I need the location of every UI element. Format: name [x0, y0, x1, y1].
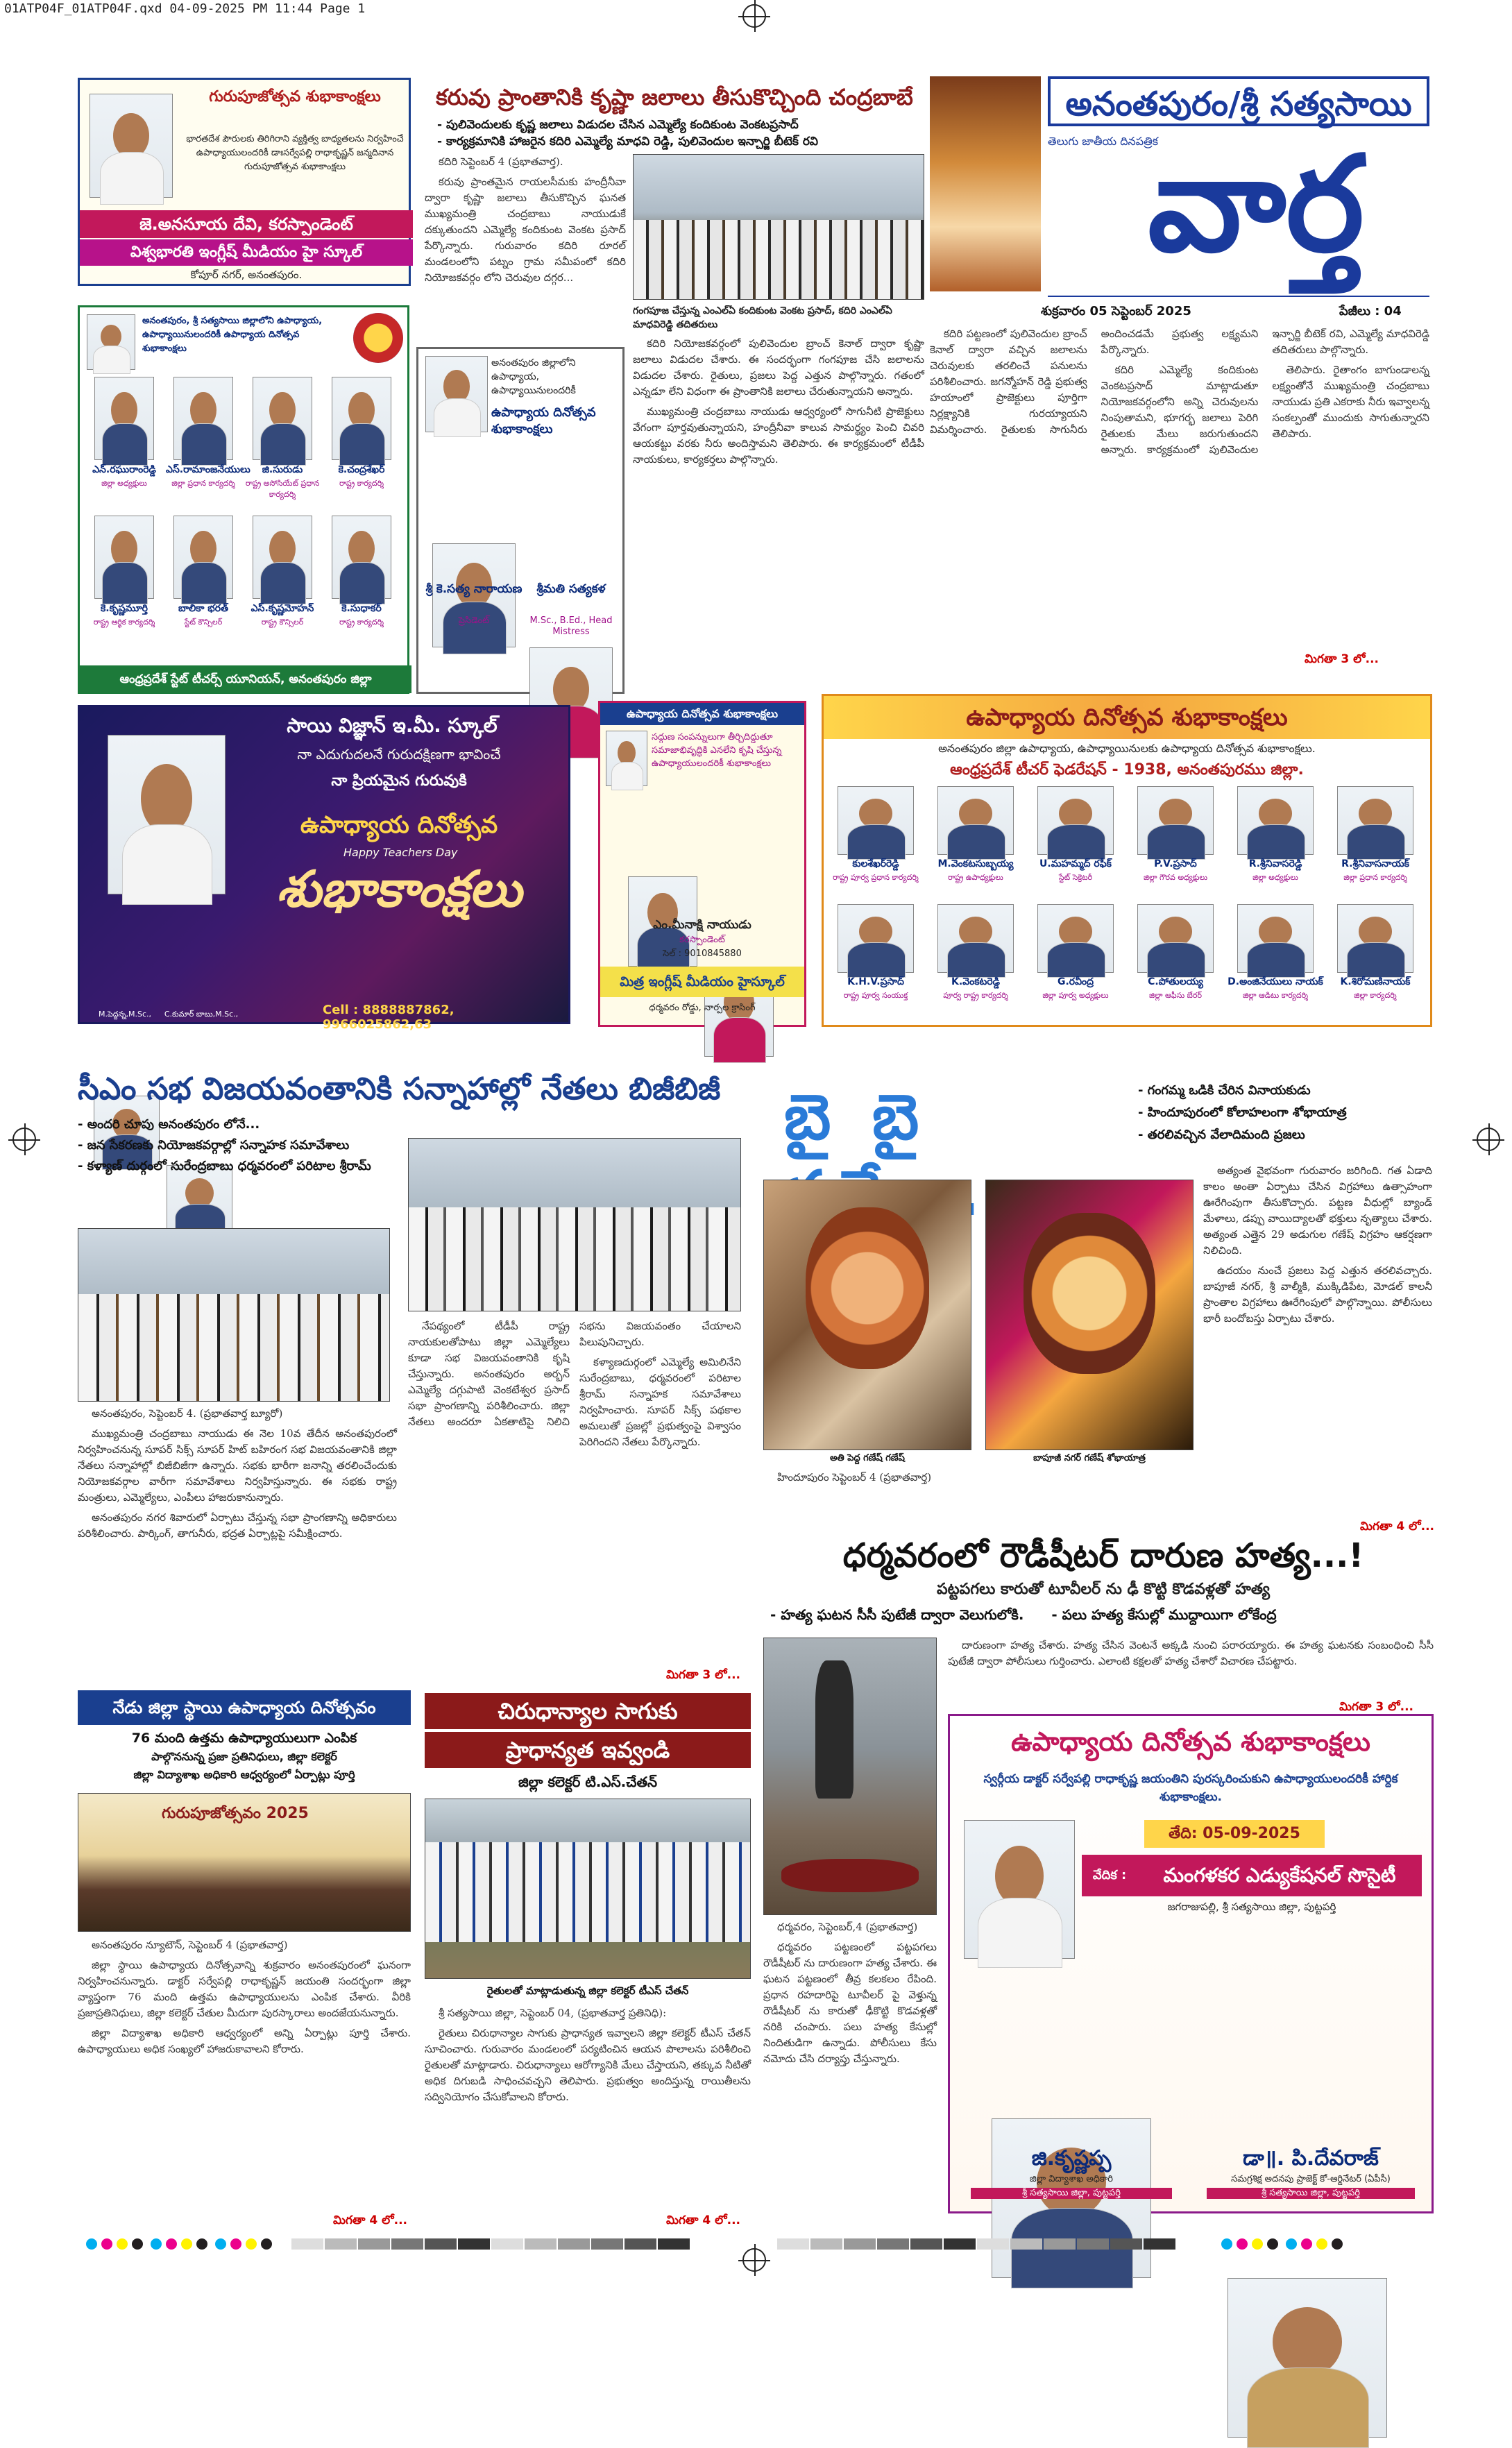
mitra-title: ఉపాధ్యాయ దినోత్సవ శుభాకాంక్షలు [600, 703, 804, 725]
radhakrishnan-portrait [108, 735, 226, 894]
sai-vignan-line2: నా ప్రియమైన గురువుకి [331, 772, 467, 790]
person-card [324, 377, 399, 511]
guru-pooja-ad [78, 78, 411, 286]
person-role: జిల్లా అధ్యక్షులు [101, 479, 147, 488]
sai-vignan-ad [78, 705, 570, 1032]
bullet: - కళ్యాణ్ దుర్గంలో సురేంద్రబాబు ధర్మవరంలో పరిటాల శ్రీరామ్ [78, 1159, 371, 1173]
krishna-column-3: కదిరి పట్టణంలో పులివెందుల బ్రాంచ్ కెనాల్ ద్వారా వచ్చిన జలాలను చెరువులకు తరలించే పనులను పరిశీలించారు. జగన్మోహన్ రెడ్డి ప్రభుత్వ హయాంలో ప్రాజెక్టులు పూర్తిగా నిర్లక్ష్యానికి గురయ్యాయని విమర్శించారు. రైతులకు సాగునీరు అందించడమే ప్రభుత్వ లక్ష్యమని పేర్కొన్నారు. కదిరి ఎమ్మెల్యే కందికుంట వెంకటప్రసాద్ మాట్లాడుతూ నియోజకవర్గంలోని అన్ని చెరువులను నింపుతామని, భూగర్భ జలాలు పెరిగి రైతులకు మేలు జరుగుతుందని అన్నారు. కార్యక్రమంలో పులివెందుల ఇన్చార్జి బీటెక్ రవి, ఎమ్మెల్యే మాధవిరెడ్డి తదితరులు పాల్గొన్నారు. తెలిపారు. రైతాంగం బాగుండాలన్న లక్ష్యంతోనే ముఖ్యమంత్రి చంద్రబాబు నాయుడు ప్రతి ఎకరాకు నీరు ఇవ్వాలన్న సంకల్పంతో ముందుకు సాగుతున్నారని తెలిపారు. [930, 328, 1429, 456]
guru-ad-school: విశ్వభారతి ఇంగ్లీష్ మీడియం హై స్కూల్ [80, 239, 413, 266]
ganesha-more: మిగతా 4 లో... [1360, 1520, 1435, 1533]
millets-photo [425, 1799, 751, 1979]
person-name: కె.చంద్రశేఖర్ [338, 464, 385, 475]
person-role: జిల్లా ప్రధాన కార్యదర్శి [171, 479, 235, 488]
registration-mark [742, 4, 766, 28]
dharmavaram-more: మిగతా 3 లో... [1339, 1700, 1414, 1714]
radhakrishnan-portrait [964, 1820, 1075, 1959]
page-number: పేజీలు : 04 [1339, 304, 1402, 318]
person-name: R.శ్రీనివాసనాయక్ [1341, 858, 1409, 869]
issue-date: శుక్రవారం 05 సెప్టెంబర్ 2025 [1041, 304, 1191, 318]
satya-person2-name: శ్రీమతి సత్యకళ [536, 582, 606, 596]
grey-scale-strip [777, 2238, 1207, 2252]
radhakrishnan-portrait [90, 94, 173, 198]
person-card [828, 904, 924, 1014]
bullet: - పులివెందులకు కృష్ణ జలాలు విడుదల చేసిన ఎమ్మెల్యే కందికుంట వెంకటప్రసాద్ [437, 118, 799, 132]
mitra-person: ఎం.మీనాక్షి నాయుడు [653, 918, 751, 932]
person-name: జి.సురుడు [262, 464, 303, 475]
mangalakara-person1-sub: శ్రీ సత్యసాయి జిల్లా, పుట్టపర్తి [971, 2188, 1172, 2199]
bullet: - గంగమ్మ ఒడికి చేరిన వినాయకుడు [1138, 1083, 1311, 1098]
guru-ad-address: కోపూర్ నగర్, అనంతపురం. [190, 269, 303, 281]
masthead-paper-name: వార్త [1148, 128, 1364, 281]
teachers-day-more: మిగతా 4 లో... [333, 2213, 408, 2227]
sai-vignan-line1: నా ఎదుగుదలనే గురుదక్షిణగా భావించే [297, 746, 501, 763]
mitra-ad [598, 701, 806, 1027]
bullet: - కార్యక్రమానికి హాజరైన కదిరి ఎమ్మెల్యే మాధవి రెడ్డి, పులివెందుల ఇన్చార్జి బీటెక్ రవి [437, 135, 819, 148]
mitra-body: సద్గుణ సంపన్నులుగా తీర్చిదిద్దుతూ సమాజాభివృద్ధికి ఎనలేని కృషి చేస్తున్న ఉపాధ్యాయులందరికీ శుభాకాంక్షలు [652, 732, 782, 769]
cm-photo-1 [408, 1138, 741, 1311]
bullet: - అందరి చూపు అనంతపురం లోనే... [78, 1117, 260, 1132]
person-role: రాష్ట్ర ఉపాధ్యక్షులు [948, 873, 1003, 882]
sai-vignan-greeting: ఉపాధ్యాయ దినోత్సవ [300, 811, 498, 839]
masthead [930, 76, 1429, 305]
guru-ad-name: జె.అనసూయ దేవి, కరస్పాండెంట్ [80, 210, 413, 238]
person-role: పూర్వ రాష్ట్ర కార్యదర్శి [943, 991, 1008, 1000]
person-photo [1037, 786, 1114, 855]
person-name: బాలికా భరత్ [178, 603, 228, 614]
person-card [1028, 786, 1123, 896]
mangalakara-ad [948, 1714, 1434, 2213]
federation-org: ఆంధ్రప్రదేశ్ టీచర్ ఫెడరేషన్ - 1938, అనంతపురము జిల్లా. [950, 761, 1304, 779]
person-name: కె.సుధాకర్ [341, 603, 382, 614]
teachers-day-photo [78, 1793, 411, 1932]
person-name: P.V.ప్రసాద్ [1154, 858, 1197, 869]
person-role: స్టేట్ సెక్రెటరీ [1058, 873, 1093, 882]
millets-headline-1: చిరుధాన్యాల సాగుకు [425, 1693, 751, 1729]
krishna-column-2: కదిరి నియోజకవర్గంలో పులివెందుల బ్రాంచ్ కెనాల్ ద్వారా కృష్ణా జలాలు విడుదల చేశారు. ఈ సందర్భంగా గంగపూజ చేసి జలాలను విడుదల చేశారు. రైతులు, ప్రజలు పెద్ద ఎత్తున పాల్గొన్నారు. గతంలో ఎన్నడూ లేని విధంగా ఈ ప్రాంతానికి జలాలు చేరుతున్నాయని అన్నారు. ముఖ్యమంత్రి చంద్రబాబు నాయుడు ఆధ్వర్యంలో సాగునీటి ప్రాజెక్టులు వేగంగా పూర్తవుతున్నాయని, హంద్రీనీవా కాలువ సామర్థ్యం పెంచి చివరి ఆయకట్టు వరకు నీరు అందిస్తామని తెలిపారు. ఈ కార్యక్రమంలో టీడీపీ నాయకులు, కార్యకర్తలు పాల్గొన్నారు. [633, 337, 924, 466]
dateline: కదిరి సెప్టెంబర్ 4 (ప్రభాతవార్త). [439, 155, 563, 168]
person-role: జిల్లా ప్రధాన కార్యదర్శి [1343, 873, 1407, 882]
sai-vignan-school: సాయి విజ్ఞాన్ ఇ.మీ. స్కూల్ [287, 714, 498, 737]
person-card [1327, 904, 1423, 1014]
person-card [1228, 904, 1323, 1014]
bullet: - హిందూపురంలో కోలాహలంగా శోభాయాత్ర [1138, 1105, 1347, 1120]
krishna-column-1: కదిరి సెప్టెంబర్ 4 (ప్రభాతవార్త). కరువు ప్రాంతమైన రాయలసీమకు హంద్రీనీవా ద్వారా కృష్ణా జలాలు తీసుకొచ్చిన ఘనత ముఖ్యమంత్రి చంద్రబాబు నాయుడుకే దక్కుతుందని ఎమ్మెల్యే కందికుంట వెంకట ప్రసాద్ పేర్కొన్నారు. గురువారం కదిరి రూరల్ మండలంలోని పట్నం గ్రామ సమీపంలో కదిరి నియోజకవర్గం లోని చెరువుల దగ్గర... [425, 155, 626, 284]
millets-caption: రైతులతో మాట్లాడుతున్న జిల్లా కలెక్టర్ టీఎస్ చేతన్ [486, 1984, 689, 1997]
cm-column-1: అనంతపురం, సెప్టెంబర్ 4. (ప్రభాతవార్త బ్యూరో) ముఖ్యమంత్రి చంద్రబాబు నాయుడు ఈ నెల 10వ తేదీన అనంతపురంలో నిర్వహించనున్న సూపర్ సిక్స్ సూపర్ హిట్ బహిరంగ సభ విజయవంతానికి జిల్లా నేతలు సన్నాహాల్లో బిజీబిజీగా ఉన్నారు. సభకు భారీగా జనాన్ని తరలించేందుకు నియోజకవర్గాల వారీగా సమావేశాలు నిర్వహిస్తున్నారు. ఈ సభకు రాష్ట్ర మంత్రులు, ఎమ్మెల్యేలు, ఎంపీలు హాజరుకానున్నారు. అనంతపురం నగర శివారులో ఏర్పాటు చేస్తున్న సభా ప్రాంగణాన్ని అధికారులు పరిశీలించారు. పార్కింగ్, తాగునీరు, భద్రత ఏర్పాట్లపై సమీక్షించారు. [78, 1407, 397, 1540]
registration-mark [12, 1128, 36, 1151]
file-slug: 01ATP04F_01ATP04F.qxd 04-09-2025 PM 11:44 Page 1 [4, 1, 366, 16]
person-name: ఎస్.రామాంజనేయులు [166, 464, 250, 475]
person-name: కె.కృష్ణమూర్తి [101, 603, 148, 614]
ganesha-bullets [1138, 1080, 1443, 1146]
mangalakara-person2: డా॥. పి.దేవరాజ్ [1243, 2146, 1379, 2170]
person-card [928, 786, 1023, 896]
union-footer: ఆంధ్రప్రదేశ్ స్టేట్ టీచర్స్ యూనియన్, అనంతపురం జిల్లా [80, 665, 411, 693]
union-logo [353, 313, 403, 363]
millets-headline-2: ప్రాధాన్యత ఇవ్వండి [425, 1732, 751, 1768]
person-name: U.మహమ్మద్ రఫీక్ [1039, 858, 1112, 869]
ganesha-column: అత్యంత వైభవంగా గురువారం జరిగింది. గత ఏడాది కాలం అంతా ఏర్పాటు చేసిన విగ్రహాలు ఉత్సాహంగా ఊరేగింపుగా తీసుకొచ్చారు. పట్టణ వీధుల్లో బ్యాండ్ మేళాలు, డప్పు వాయిద్యాలతో భక్తులు నృత్యాలు చేశారు. అత్యంత ఎత్తైన 29 అడుగుల గణేష్ విగ్రహం ఆకర్షణగా నిలిచింది. ఉదయం నుంచే ప్రజలు పెద్ద ఎత్తున తరలివచ్చారు. బాపూజీ నగర్, శ్రీ వాల్మీకి, ముక్కిడిపేట, మోడల్ కాలనీ ప్రాంతాల విగ్రహాలు ఊరేగింపులో పాల్గొన్నాయి. పోలీసులు భారీ బందోబస్తు ఏర్పాటు చేశారు. [1203, 1164, 1432, 1325]
bullet: - తరలివచ్చిన వేలాదిమంది ప్రజలు [1138, 1128, 1305, 1142]
person-photo [937, 786, 1014, 855]
guru-ad-title: గురుపూజోత్సవ శుభాకాంక్షలు [209, 88, 381, 105]
krishna-headline: కరువు ప్రాంతానికి కృష్ణా జలాలు తీసుకొచ్చింది చంద్రబాబే [436, 84, 913, 110]
person-photo [332, 516, 391, 599]
person-card [1028, 904, 1123, 1014]
person-card [1128, 786, 1223, 896]
krishna-more: మిగతా 3 లో... [1305, 652, 1379, 666]
satya-person1-role: ప్రెసిడెంట్ [458, 615, 490, 626]
person-card [828, 786, 924, 896]
person-role: రాష్ట్ర ఆర్థిక కార్యదర్శి [93, 618, 155, 627]
mitra-school: మిత్ర ఇంగ్లీష్ మీడియం హైస్కూల్ [600, 967, 804, 997]
person-card [245, 377, 320, 511]
federation-subtitle: అనంతపురం జిల్లా ఉపాధ్యాయ, ఉపాధ్యాయినులకు ఉపాధ్యాయ దినోత్సవ శుభాకాంక్షలు. [938, 742, 1316, 755]
person-photo [838, 904, 914, 973]
satya-person1-name: శ్రీ కె.సత్య నారాయణ [425, 582, 523, 596]
person-photo [94, 377, 154, 460]
ganesha-headline: బై బై [784, 1081, 929, 1154]
person-role: రాష్ట్ర కార్యదర్శి [339, 618, 384, 627]
mangalakara-venue-addr: జగరాజుపల్లి, శ్రీ సత్యసాయి జిల్లా, పుట్టపర్తి [1167, 1901, 1336, 1913]
person-card [1327, 786, 1423, 896]
krishna-photo [633, 154, 924, 300]
sai-vignan-person1: M.పెద్దన్న,M.Sc., [98, 1010, 152, 1019]
teachers-day-banner: గురుపూజోత్సవం 2025 [162, 1805, 309, 1822]
person-role: జిల్లా అధ్యక్షులు [1252, 873, 1298, 882]
person-photo [173, 377, 233, 460]
person-photo [1137, 786, 1214, 855]
union-header: అనంతపురం, శ్రీ సత్యసాయి జిల్లాలోని ఉపాధ్యాయ, ఉపాధ్యాయినులందరికీ ఉపాధ్యాయ దినోత్సవ శుభాకాంక్షలు [142, 316, 323, 354]
federation-ad [822, 694, 1432, 1027]
ganesha-caption-2: బాపూజీ నగర్ గణేష్ శోభాయాత్ర [1033, 1453, 1146, 1463]
mangalakara-date: తేది: 05-09-2025 [1144, 1820, 1325, 1848]
person-photo [173, 516, 233, 599]
dateline: శ్రీ సత్యసాయి జిల్లా, సెప్టెంబర్ 04, (ప్రభాతవార్త ప్రతినిధి): [439, 2007, 667, 2019]
person-card [166, 377, 250, 511]
dateline: అనంతపురం, సెప్టెంబర్ 4. (ప్రభాతవార్త బ్యూరో) [92, 1407, 283, 1420]
sai-vignan-script: శుభాకాంక్షలు [276, 860, 522, 918]
person-card [1228, 786, 1323, 896]
person-card [928, 904, 1023, 1014]
ganesha-dateline: హిందూపురం సెప్టెంబర్ 4 (ప్రభాతవార్త) [777, 1471, 932, 1484]
masthead-tagline: తెలుగు జాతీయ దినపత్రిక [1048, 135, 1158, 148]
person-card [166, 516, 241, 650]
sai-vignan-english: Happy Teachers Day [343, 846, 458, 859]
person-card [324, 516, 399, 650]
masthead-edition-title: అనంతపురం/శ్రీ సత్యసాయి [1048, 76, 1429, 126]
person-role: రాష్ట్ర పూర్వ సంయుక్త [843, 991, 908, 1000]
teachers-day-headline: నేడు జిల్లా స్థాయి ఉపాధ్యాయ దినోత్సవం [78, 1690, 411, 1725]
millets-byline: జిల్లా కలెక్టర్ టి.ఎస్.చేతన్ [518, 1774, 658, 1790]
dharmavaram-sub: పట్టపగలు కారుతో టూవీలర్ ను ఢీ కొట్టి కొడవళ్లతో హత్య [937, 1581, 1270, 1598]
mangalakara-person2-role: సమగ్రశిక్ష అదనపు ప్రాజెక్ట్ కో-ఆర్డినేటర్ (ఏపీసీ) [1231, 2174, 1391, 2184]
mitra-person-role: కరస్పాండెంట్ [679, 935, 725, 945]
person-photo [253, 516, 312, 599]
person-name: ఎన్.రఘురాంరెడ్డి [92, 464, 156, 475]
satya-sai-photo [930, 76, 1041, 291]
masthead-rule [1048, 296, 1429, 297]
bullet: - హత్య ఘటన సీసీ పుటేజీ ద్వారా వెలుగులోకి. [770, 1606, 1024, 1623]
person-name: K.శిరోమణినాయక్ [1340, 976, 1411, 987]
cm-photo-2 [78, 1228, 390, 1402]
teachers-day-sub1: 76 మంది ఉత్తమ ఉపాధ్యాయులుగా ఎంపిక [131, 1731, 357, 1746]
bullet: - జన సేకరణకు నియోజకవర్గాల్లో సన్నాహక సమావేశాలు [78, 1138, 350, 1153]
radhakrishnan-portrait [606, 731, 647, 786]
sai-vignan-cell: Cell : 8888887862, 9966025862,63 [323, 1003, 455, 1032]
person-photo [1337, 786, 1413, 855]
person-name: R.శ్రీనివాసరెడ్డి [1248, 858, 1302, 869]
federation-row-1 [828, 786, 1430, 901]
person-name: C.పోతులయ్య [1148, 976, 1203, 987]
person-photo [1237, 786, 1314, 855]
person-name: G.రవీంద్ర [1057, 976, 1094, 987]
mangalakara-title: ఉపాధ్యాయ దినోత్సవ శుభాకాంక్షలు [1011, 1726, 1370, 1757]
person-card [245, 516, 320, 650]
person-role: రాష్ట్ర కౌన్సిలర్ [261, 618, 304, 627]
person-photo [838, 786, 914, 855]
person-role: జిల్లా కార్యదర్శి [1354, 991, 1397, 1000]
teachers-day-column: అనంతపురం న్యూటౌన్, సెప్టెంబర్ 4 (ప్రభాతవార్త) జిల్లా స్థాయి ఉపాధ్యాయ దినోత్సవాన్ని శుక్రవారం అనంతపురంలో ఘనంగా నిర్వహించనున్నారు. డాక్టర్ సర్వేపల్లి రాధాకృష్ణన్ జయంతి సందర్భంగా జిల్లా వ్యాప్తంగా 76 మంది ఉత్తమ ఉపాధ్యాయులను ఎంపిక చేశారు. వీరికి ప్రజాప్రతినిధులు, జిల్లా కలెక్టర్ చేతుల మీదుగా పురస్కారాలు అందజేయనున్నారు. జిల్లా విద్యాశాఖ అధికారి ఆధ్వర్యంలో అన్ని ఏర్పాట్లు పూర్తి చేశారు. ఉపాధ్యాయులు అధిక సంఖ్యలో హాజరుకావాలని కోరారు. [78, 1939, 411, 2055]
millets-column: శ్రీ సత్యసాయి జిల్లా, సెప్టెంబర్ 04, (ప్రభాతవార్త ప్రతినిధి): రైతులు చిరుధాన్యాల సాగుకు ప్రాధాన్యత ఇవ్వాలని జిల్లా కలెక్టర్ టీఎస్ చేతన్ సూచించారు. గురువారం మండలంలో పర్యటించిన ఆయన పొలాలను పరిశీలించి రైతులతో మాట్లాడారు. చిరుధాన్యాలు ఆరోగ్యానికి మేలు చేస్తాయని, తక్కువ నీటితో అధిక దిగుబడి సాధించవచ్చని తెలిపారు. ప్రభుత్వం అందిస్తున్న రాయితీలను సద్వినియోగం చేసుకోవాలని కోరారు. [425, 2007, 751, 2103]
person-photo [1037, 904, 1114, 973]
dateline: అనంతపురం న్యూటౌన్, సెప్టెంబర్ 4 (ప్రభాతవార్త) [92, 1939, 288, 1951]
mangalakara-person1-role: జిల్లా విద్యాశాఖ అధికారి [1030, 2174, 1113, 2184]
person-card [1128, 904, 1223, 1014]
person-role: జిల్లా ఆడిటు కార్యదర్శి [1242, 991, 1309, 1000]
radhakrishnan-portrait [87, 314, 135, 370]
person-card [87, 516, 162, 650]
person-name: కులశేఖర్‌రెడ్డి [852, 858, 899, 869]
mangalakara-venue: మంగళకర ఎడ్యుకేషనల్ సొసైటీ [1137, 1855, 1422, 1896]
cm-column-2: నేపథ్యంలో టీడీపీ రాష్ట్ర నాయకులతోపాటు జిల్లా ఎమ్మెల్యేలు కూడా సభ విజయవంతానికి కృషి చేస్తున్నారు. అనంతపురం అర్బన్ ఎమ్మెల్యే దగ్గుపాటి వెంకటేశ్వర ప్రసాద్ సభా ప్రాంగణాన్ని పరిశీలించారు. జిల్లా నేతలు అందరూ ఏకతాటిపై నిలిచి సభను విజయవంతం చేయాలని పిలుపునిచ్చారు. కళ్యాణదుర్గంలో ఎమ్మెల్యే అమిలినేని సురేంద్రబాబు, ధర్మవరంలో పరిటాల శ్రీరామ్ సన్నాహక సమావేశాలు నిర్వహించారు. సూపర్ సిక్స్ పథకాల అమలుతో ప్రజల్లో ప్రభుత్వంపై విశ్వాసం పెరిగిందని నేతలు పేర్కొన్నారు. [408, 1320, 741, 1448]
dharmavaram-headline: ధర్మవరంలో రౌడీషీటర్ దారుణ హత్య...! [842, 1536, 1364, 1575]
registration-mark [1477, 1128, 1500, 1151]
person-photo [253, 377, 312, 460]
krishna-photo-caption: గంగపూజ చేస్తున్న ఎంఎల్ఏ కందికుంట వెంకట ప్రసాద్, కదిరి ఎంఎల్ఏ మాధవిరెడ్డి తదితరులు [633, 305, 892, 330]
cm-more: మిగతా 3 లో... [666, 1668, 741, 1682]
person-photo [332, 377, 391, 460]
satya-header: అనంతపురం జిల్లాలోని ఉపాధ్యాయ, ఉపాధ్యాయినులందరికీ [491, 357, 576, 396]
federation-title: ఉపాధ్యాయ దినోత్సవ శుభాకాంక్షలు [824, 696, 1430, 739]
ganesha-caption-1: అతి పెద్ద గణేష్ గణేష్ [830, 1453, 905, 1463]
teachers-day-sub3: జిల్లా విద్యాశాఖ అధికారి ఆధ్వర్యంలో ఏర్పాట్లు పూర్తి [133, 1768, 355, 1781]
bullet: - పలు హత్య కేసుల్లో ముద్దాయిగా లోకేంద్ర [1051, 1606, 1277, 1623]
cm-headline: సీఎం సభ విజయవంతానికి సన్నాహాల్లో నేతలు బిజీబిజీ [78, 1071, 721, 1107]
mangalakara-venue-label: వేదిక : [1082, 1855, 1137, 1896]
dharmavaram-intro: దారుణంగా హత్య చేశారు. హత్య చేసిన వెంటనే అక్కడి నుంచి పరారయ్యారు. ఈ హత్య ఘటనకు సంబంధించి సీసీ పుటేజీ ద్వారా పోలీసులు గుర్తించారు. ఎలాంటి కక్షలతో హత్య చేశారో విచారణ చేపట్టారు. [948, 1639, 1434, 1667]
mitra-phone: సెల్ : 9010845880 [663, 949, 742, 959]
ganesha-photo-2 [985, 1180, 1194, 1450]
satya-ad [416, 347, 625, 694]
guru-ad-body: భారతదేశ పౌరులకు తిరిగిరాని వ్యక్తిత్వ బాధ్యతలను నిర్వహించే ఉపాధ్యాయులందరికీ డాఃసర్వేపల్లి రాధాకృష్ణన్ జన్మదినాన గురుపూజోత్సవ శుభాకాంక్షలు [186, 134, 404, 172]
person-name: M.వెంకటసుబ్బయ్య [937, 858, 1014, 869]
mitra-address: ధర్మవరం రోడ్డు, నార్పల క్రాసింగ్ [649, 1003, 756, 1013]
person-photo [1137, 904, 1214, 973]
federation-row-2 [828, 904, 1430, 1019]
radhakrishnan-portrait [425, 356, 488, 432]
person-name: K.H.V.ప్రసాద్ [847, 976, 904, 987]
teachers-day-sub2: పాల్గొననున్న ప్రజా ప్రతినిధులు, జిల్లా కలెక్టర్ [151, 1750, 337, 1763]
mangalakara-body: స్వర్గీయ డాక్టర్ సర్వేపల్లి రాధాకృష్ణ జయంతిని పురస్కరించుకుని ఉపాధ్యాయులందరికీ హార్దిక శుభాకాంక్షలు. [983, 1772, 1398, 1804]
person-photo [1337, 904, 1413, 973]
person-card [87, 377, 162, 511]
person-photo [1228, 2278, 1387, 2438]
mangalakara-person2-sub: శ్రీ సత్యసాయి జిల్లా, పుట్టపర్తి [1207, 2188, 1415, 2199]
satya-title: ఉపాధ్యాయ దినోత్సవ శుభాకాంక్షలు [491, 405, 596, 436]
person-photo [1237, 904, 1314, 973]
mangalakara-person1: జి.కృష్ణప్ప [1031, 2146, 1112, 2170]
registration-mark [742, 2248, 766, 2272]
person-role: జిల్లా ఆఫీసు బేరర్ [1149, 991, 1202, 1000]
union-people-grid [87, 377, 405, 654]
sai-vignan-person2: C.కుమార్ బాబు,M.Sc., [164, 1010, 239, 1019]
person-photo [94, 516, 154, 599]
person-role: జిల్లా గౌరవ అధ్యక్షులు [1143, 873, 1207, 882]
person-name: K.వెంకటరెడ్డి [951, 976, 1000, 987]
ganesha-photo-1 [763, 1180, 971, 1450]
color-registration-strip [1221, 2238, 1450, 2252]
satya-person2-role: M.Sc., B.Ed., Head Mistress [529, 615, 613, 637]
teachers-union-ad [78, 305, 409, 694]
grey-scale-strip [291, 2238, 722, 2252]
person-role: స్టేట్ కౌన్సిలర్ [184, 618, 223, 627]
person-photo [937, 904, 1014, 973]
dharmavaram-photo [763, 1638, 937, 1915]
person-name: ఎస్.కృష్ణమోహన్ [250, 603, 314, 614]
dateline: ధర్మవరం, సెప్టెంబర్,4 (ప్రభాతవార్త) [777, 1921, 918, 1933]
person-role: రాష్ట్ర పూర్వ ప్రధాన కార్యదర్శి [833, 873, 919, 882]
dharmavaram-bullets [770, 1604, 1450, 1625]
person-role: రాష్ట్ర కార్యదర్శి [339, 479, 384, 488]
millets-more: మిగతా 4 లో... [666, 2213, 741, 2227]
person-role: రాష్ట్ర అసోసియేట్ ప్రధాన కార్యదర్శి [245, 479, 320, 499]
krishna-bullets [437, 117, 923, 150]
cm-bullets [78, 1114, 397, 1177]
person-name: D.అంజినేయులు నాయక్ [1228, 976, 1323, 987]
dharmavaram-column: ధర్మవరం, సెప్టెంబర్,4 (ప్రభాతవార్త) ధర్మవరం పట్టణంలో పట్టపగలు రౌడీషీటర్ ను దారుణంగా హత్య చేశారు. ఈ ఘటన పట్టణంలో తీవ్ర కలకలం రేపింది. ప్రధాన రహదారిపై టూవీలర్ పై వెళ్తున్న రౌడీషీటర్ ను కారుతో ఢీకొట్టి కొడవళ్లతో నరికి చంపారు. పలు హత్య కేసుల్లో నిందితుడిగా ఉన్నాడు. పోలీసులు కేసు నమోదు చేసి దర్యాప్తు చేస్తున్నారు. [763, 1921, 937, 2065]
person-role: జిల్లా పూర్వ అధ్యక్షులు [1042, 991, 1109, 1000]
